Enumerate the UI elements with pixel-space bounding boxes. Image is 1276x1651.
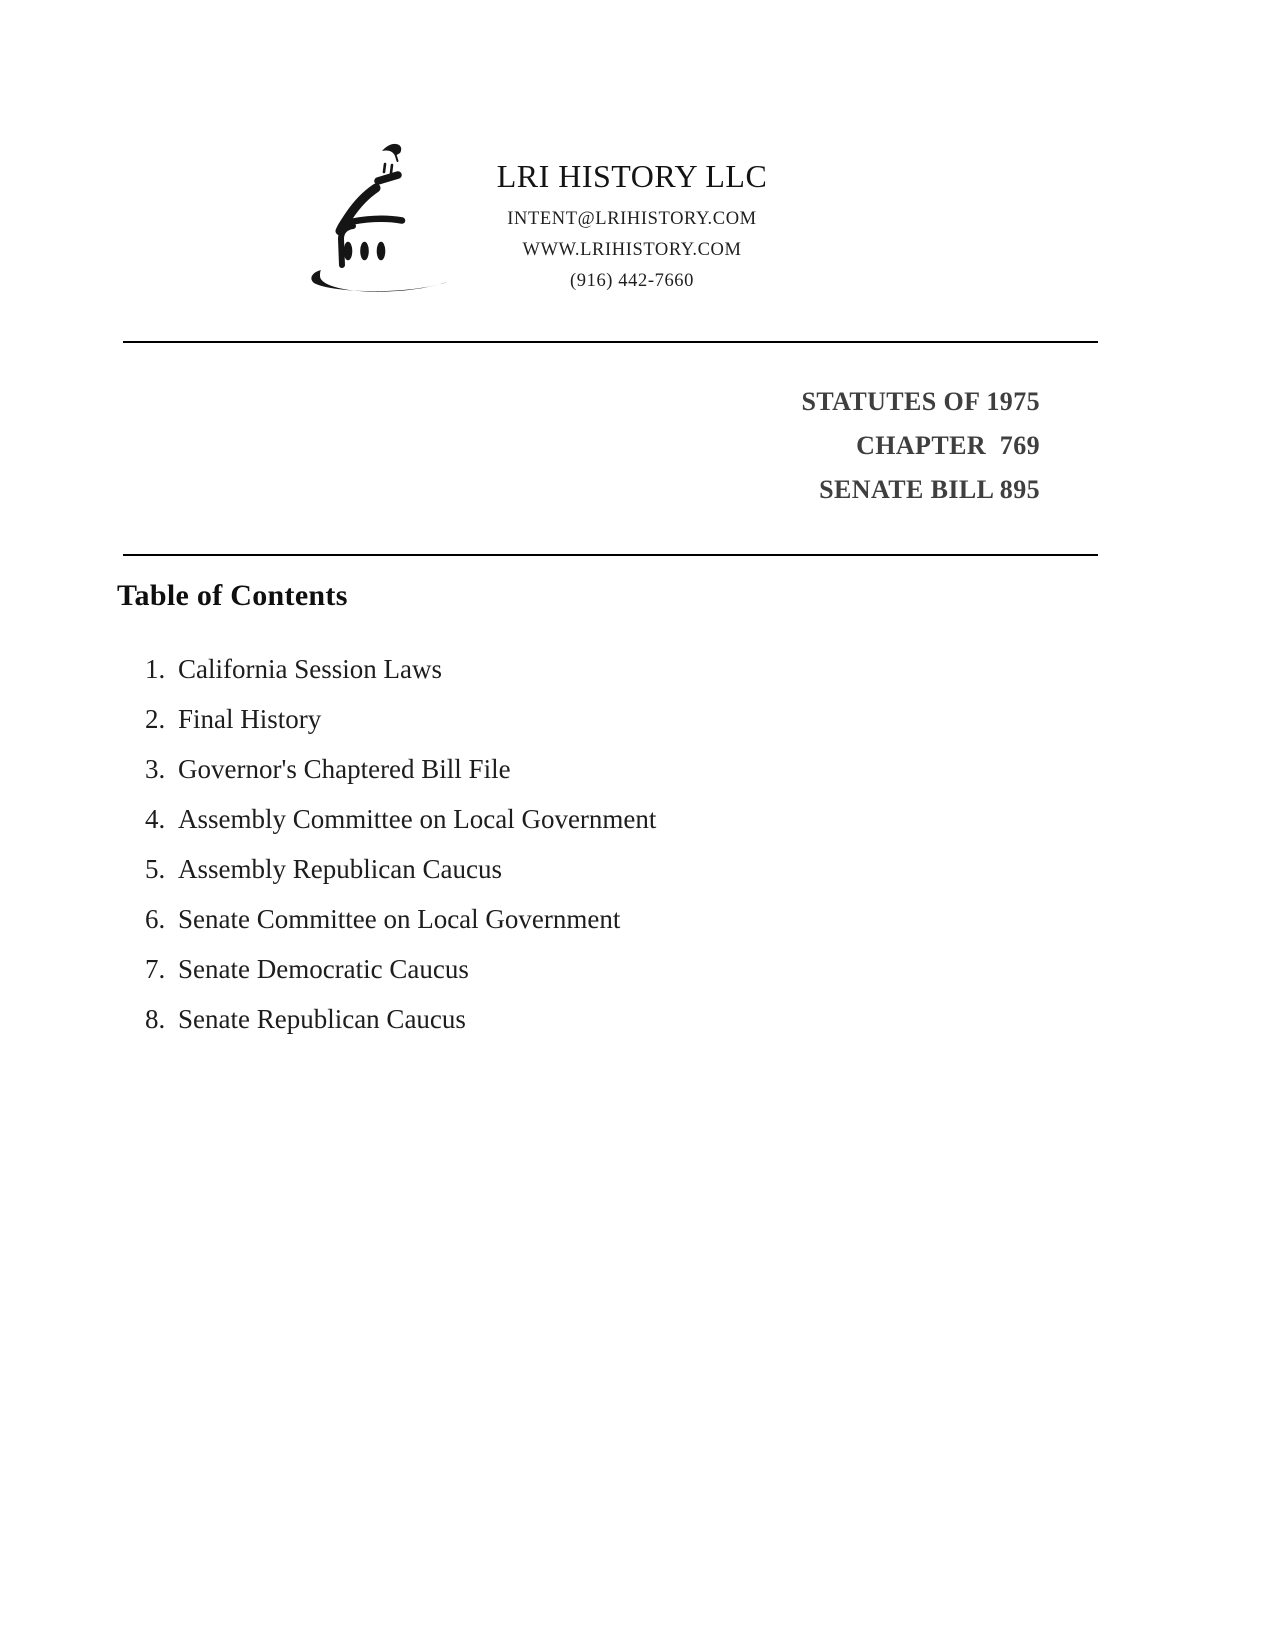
- toc-item-label: Governor's Chaptered Bill File: [178, 754, 511, 784]
- toc-item-number: 6.: [145, 904, 166, 934]
- toc-item: [0, 694, 1276, 744]
- toc-item: [0, 994, 1276, 1044]
- statutes-year-line: STATUTES OF 1975: [801, 387, 1040, 416]
- toc-item-number: 8.: [145, 1004, 166, 1034]
- letterhead: [402, 158, 862, 297]
- toc-list: [0, 644, 1276, 1044]
- toc-item-number: 3.: [145, 754, 166, 784]
- senate-bill-line: SENATE BILL 895: [819, 475, 1040, 504]
- toc-item: [0, 944, 1276, 994]
- toc-item-label: Assembly Committee on Local Government: [178, 804, 657, 834]
- company-name: LRI HISTORY LLC: [496, 158, 768, 194]
- email-text: INTENT@LRIHISTORY.COM: [507, 209, 757, 229]
- top-divider: [123, 341, 1098, 343]
- toc-item: [0, 744, 1276, 794]
- toc-item-number: 5.: [145, 854, 166, 884]
- toc-item: [0, 844, 1276, 894]
- statutes-block: [0, 380, 1040, 512]
- toc-item: [0, 644, 1276, 694]
- toc-item-label: Senate Democratic Caucus: [178, 954, 469, 984]
- bottom-divider: [123, 554, 1098, 556]
- toc-item-label: California Session Laws: [178, 654, 442, 684]
- toc-item: [0, 794, 1276, 844]
- phone-text: (916) 442-7660: [569, 271, 694, 291]
- toc-item-label: Final History: [178, 704, 322, 734]
- contact-block: [402, 204, 862, 297]
- website-text: WWW.LRIHISTORY.COM: [522, 240, 742, 260]
- toc-item-number: 4.: [145, 804, 166, 834]
- toc-item-number: 1.: [145, 654, 166, 684]
- toc-item-number: 2.: [145, 704, 166, 734]
- toc-item-number: 7.: [145, 954, 166, 984]
- toc-item-label: Senate Committee on Local Government: [178, 904, 621, 934]
- toc-item-label: Assembly Republican Caucus: [178, 854, 502, 884]
- chapter-line: CHAPTER 769: [856, 431, 1040, 460]
- toc-item-label: Senate Republican Caucus: [178, 1004, 466, 1034]
- toc-heading: Table of Contents: [117, 579, 348, 612]
- toc-item: [0, 894, 1276, 944]
